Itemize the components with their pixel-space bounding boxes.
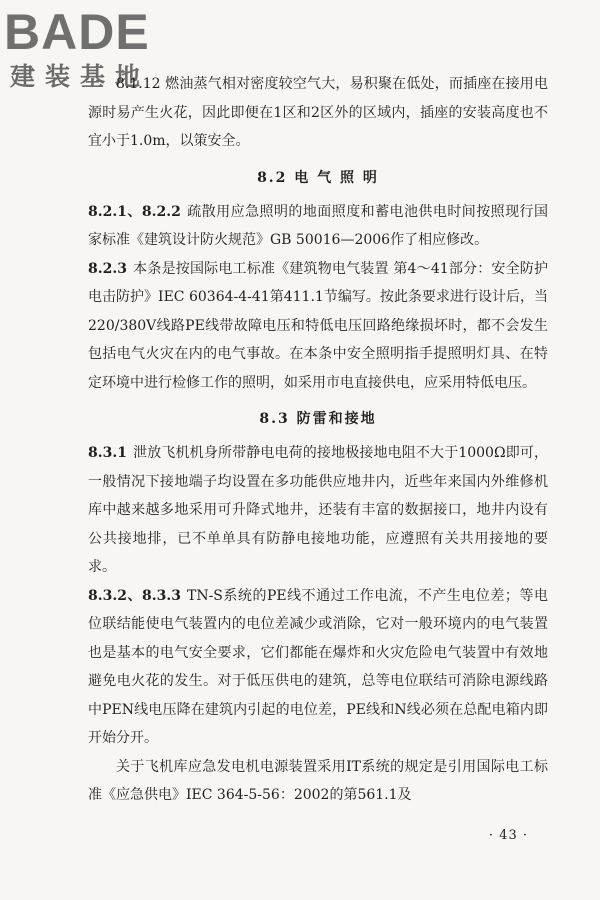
clause-text: 泄放飞机机身所带静电电荷的接地极接地电阻不大于1000Ω即可，一般情况下接地端子均设置在多功能供应地井内，近些年来国内外维修机库中越来越多地采用可升降式地井，还装有丰富的数据接口，地井内设有公共接地排，已不单单具有防静电接地功能，应遵照有关共用接地的要求。 bbox=[88, 445, 548, 575]
paragraph-8-1-12: 8.1.12 燃油蒸气相对密度较空气大，易积聚在低处，而插座在接用电源时易产生火花，因此即便在1区和2区外的区域内，插座的安装高度也不宜小于1.0m，以策安全。 bbox=[88, 76, 548, 149]
logo-text: BADE bbox=[4, 4, 150, 60]
clause-number: 8.2.1、8.2.2 bbox=[88, 203, 181, 220]
paragraph-8-3-1 bbox=[88, 439, 548, 582]
clause-text: TN-S系统的PE线不通过工作电流，不产生电位差；等电位联结能使电气装置内的电位差减少或消除，它对一般环境内的电气装置也是基本的电气安全要求，它们都能在爆炸和火灾危险电气装置中有效地避免电火花的发生。对于低压供电的建筑，总等电位联结可消除电源线路中PEN线电压降在建筑内引起的电位差，PE线和N线必须在总配电箱内即开始分开。 bbox=[88, 587, 548, 746]
section-heading-8-3: 8.3 防雷和接地 bbox=[259, 411, 377, 427]
paragraph-8-2-1 bbox=[88, 198, 548, 255]
clause-number: 8.3.1 bbox=[88, 445, 127, 461]
paragraph-8-3-2 bbox=[88, 582, 548, 753]
clause-number: 8.3.2、8.3.3 bbox=[88, 587, 181, 604]
document-body bbox=[88, 70, 548, 810]
paragraph-8-2-3 bbox=[88, 255, 548, 398]
section-heading-8-2: 8.2 电 气 照 明 bbox=[257, 169, 379, 186]
paragraph-it-system: 关于飞机库应急发电机电源装置采用IT系统的规定是引用国际电工标准《应急供电》IEC 364-5-56：2002的第561.1及 bbox=[88, 758, 548, 803]
clause-text: 疏散用应急照明的地面照度和蓄电池供电时间按照现行国家标准《建筑设计防火规范》GB 50016—2006作了相应修改。 bbox=[88, 203, 548, 248]
clause-number: 8.2.3 bbox=[88, 260, 127, 277]
page-number: · 43 · bbox=[488, 828, 528, 843]
clause-text: 本条是按国际电工标准《建筑物电气装置 第4～41部分：安全防护 电击防护》IEC 60364-4-41第411.1节编写。按此条要求进行设计后，当220/380V线路PE线带故障电压和特低电压回路绝缘损坏时，都不会发生包括电气火灾在内的电气事故。在本条中安全照明指手提照明灯具、在特定环境中进行检修工作的照明，如采用市电直接供电，应采用特低电压。 bbox=[88, 260, 548, 391]
logo-subtitle: 建装基地 bbox=[10, 62, 151, 91]
